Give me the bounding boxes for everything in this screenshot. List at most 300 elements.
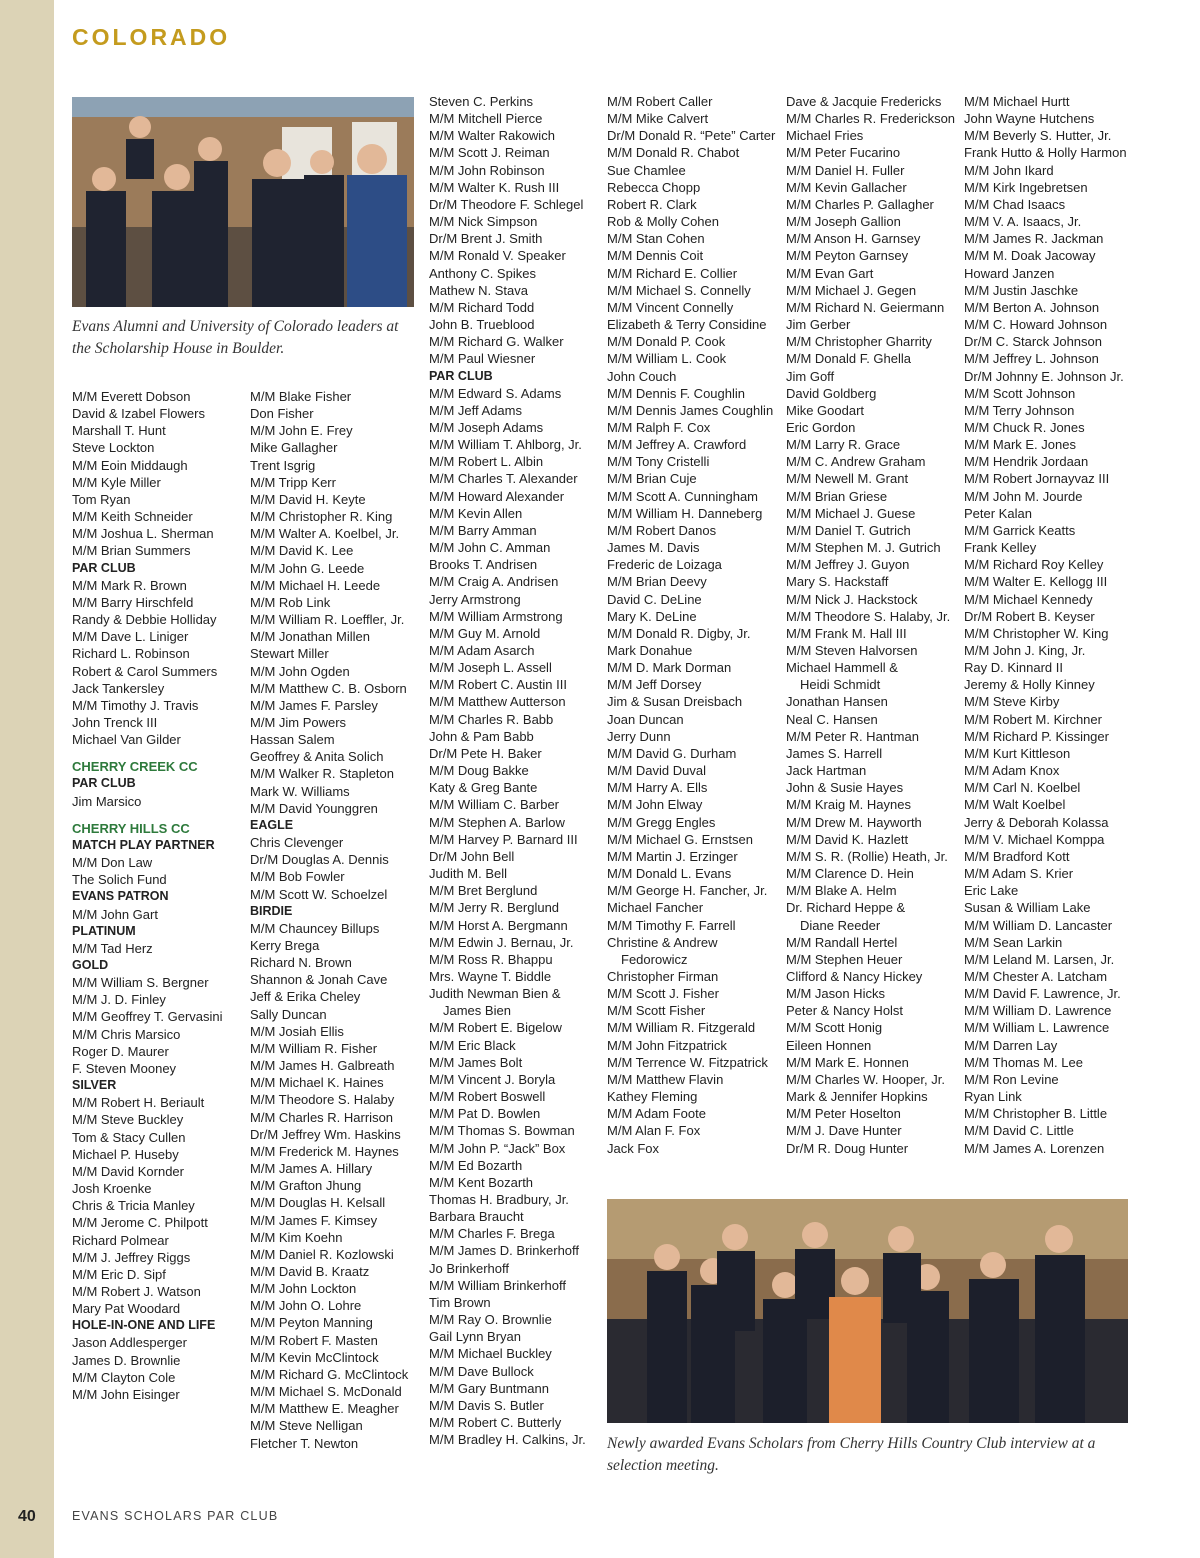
donor-name: M/M John Ogden — [250, 663, 350, 679]
donor-name: Dr/M Jeffrey Wm. Haskins — [250, 1126, 401, 1142]
donor-name: M/M Robert Jornayvaz III — [964, 471, 1110, 487]
donor-name: Kathey Fleming — [607, 1089, 698, 1105]
donor-name: M/M David G. Durham — [607, 745, 737, 761]
donor-name: M/M Joseph Adams — [429, 419, 544, 435]
donor-name: M/M Robert C. Butterly — [429, 1415, 562, 1431]
donor-name: Eric Lake — [964, 883, 1019, 899]
donor-name: M/M James F. Kimsey — [250, 1212, 378, 1228]
donor-name: M/M Charles W. Hooper, Jr. — [786, 1071, 945, 1087]
donor-name: Katy & Greg Bante — [429, 780, 538, 796]
donor-name: M/M Drew M. Hayworth — [786, 814, 922, 830]
donor-name: M/M Jeffrey J. Guyon — [786, 557, 910, 573]
donor-name: Dr/M Johnny E. Johnson Jr. — [964, 368, 1124, 384]
bottom-photo-caption: Newly awarded Evans Scholars from Cherry Hills Country Club interview at a selection meeting. — [607, 1435, 1096, 1474]
donor-name: M/M Richard Todd — [429, 299, 535, 315]
donor-name: Chris & Tricia Manley — [72, 1198, 195, 1214]
donor-name: Mike Gallagher — [250, 440, 338, 456]
donor-name: M/M David Duval — [607, 763, 706, 779]
donor-name: M/M Scott Johnson — [964, 385, 1076, 401]
donor-name: M/M Dennis James Coughlin — [607, 402, 774, 418]
donor-name: M/M John Robinson — [429, 162, 545, 178]
donor-name: M/M Adam Knox — [964, 763, 1060, 779]
donor-name: M/M Walt Koelbel — [964, 797, 1066, 813]
donor-name: Frank Hutto & Holly Harmon — [964, 145, 1127, 161]
donor-name: M/M Stan Cohen — [607, 231, 705, 247]
donor-name: M/M V. Michael Komppa — [964, 831, 1105, 847]
donor-name: M/M Bradford Kott — [964, 848, 1070, 864]
donor-name: M/M Beverly S. Hutter, Jr. — [964, 128, 1112, 144]
donor-name: Chris Clevenger — [250, 835, 344, 851]
giving-level-heading: BIRDIE — [250, 903, 293, 918]
donor-name: Mark & Jennifer Hopkins — [786, 1089, 928, 1105]
donor-name: M/M Alan F. Fox — [607, 1123, 701, 1139]
donor-name: M/M Michael Kennedy — [964, 591, 1093, 607]
donor-name: M/M Peter Hoselton — [786, 1106, 901, 1122]
donor-name: Randy & Debbie Holliday — [72, 612, 217, 628]
donor-name: John Couch — [607, 368, 677, 384]
donor-name: M/M Jason Hicks — [786, 986, 885, 1002]
donor-name: M/M Robert F. Masten — [250, 1332, 378, 1348]
donor-name: M/M James F. Parsley — [250, 697, 378, 713]
donor-name: M/M Bret Berglund — [429, 883, 538, 899]
donor-name: M/M Charles R. Frederickson — [786, 111, 956, 127]
donor-name: M/M Larry R. Grace — [786, 437, 901, 453]
donor-name: Jack Hartman — [786, 763, 867, 779]
donor-name: M/M Kevin Allen — [429, 505, 523, 521]
donor-name: Elizabeth & Terry Considine — [607, 317, 767, 333]
donor-name: M/M Dave Bullock — [429, 1363, 534, 1379]
donor-name: Michael Van Gilder — [72, 732, 181, 748]
donor-name: M/M Eric D. Sipf — [72, 1266, 166, 1282]
donor-name: Dr/M Robert B. Keyser — [964, 608, 1095, 624]
donor-name: M/M Robert L. Albin — [429, 454, 544, 470]
donor-name: M/M Hendrik Jordaan — [964, 454, 1089, 470]
donor-name: M/M Vincent Connelly — [607, 299, 734, 315]
donor-name: M/M Richard E. Collier — [607, 265, 738, 281]
donor-name: M/M Timothy J. Travis — [72, 697, 199, 713]
donor-name: M/M Jim Powers — [250, 714, 347, 730]
donor-name: M/M Daniel T. Gutrich — [786, 522, 911, 538]
donor-name: M/M James H. Galbreath — [250, 1058, 395, 1074]
donor-name: M/M John J. King, Jr. — [964, 643, 1086, 658]
donor-name: John & Susie Hayes — [786, 780, 904, 796]
donor-name: M/M John G. Leede — [250, 560, 365, 576]
donor-name: M/M Craig A. Andrisen — [429, 574, 559, 590]
donor-name: M/M William R. Fisher — [250, 1040, 378, 1056]
donor-name: M/M Richard P. Kissinger — [964, 728, 1109, 744]
donor-name: Roger D. Maurer — [72, 1043, 169, 1059]
donor-name: M/M Clayton Cole — [72, 1369, 176, 1385]
donor-name: John & Pam Babb — [429, 728, 534, 744]
donor-name: M/M Richard N. Geiermann — [786, 299, 945, 315]
donor-name: M/M Michael G. Ernstsen — [607, 831, 753, 847]
donor-name: M/M Nick J. Hackstock — [786, 591, 918, 607]
donor-name: M/M J. D. Finley — [72, 992, 166, 1008]
alumni-group-photo — [72, 97, 414, 307]
donor-name: Eileen Honnen — [786, 1037, 872, 1053]
donor-name: Dr. Richard Heppe & — [786, 900, 906, 916]
donor-name: Hassan Salem — [250, 732, 335, 748]
donor-name: M/M Charles P. Gallagher — [786, 196, 934, 212]
donor-name: M/M Joseph L. Assell — [429, 660, 552, 676]
page-margin-band — [0, 0, 54, 1558]
giving-level-heading: GOLD — [72, 958, 109, 972]
donor-name: M/M William C. Barber — [429, 797, 560, 813]
donor-name: M/M David F. Lawrence, Jr. — [964, 986, 1121, 1002]
donor-name: M/M Robert M. Kirchner — [964, 711, 1102, 727]
donor-name: M/M William H. Danneberg — [607, 505, 763, 521]
giving-level-heading: PAR CLUB — [72, 560, 136, 575]
donor-name: M/M Bob Fowler — [250, 869, 345, 885]
donor-name: M/M Mark R. Brown — [72, 577, 187, 593]
donor-name: M/M Chris Marsico — [72, 1026, 181, 1042]
donor-name: M/M Clarence D. Hein — [786, 866, 914, 882]
donor-name: M/M Walter A. Koelbel, Jr. — [250, 526, 400, 542]
donor-name: M/M Richard G. Walker — [429, 334, 564, 350]
donor-name: M/M Stephen M. J. Gutrich — [786, 540, 941, 556]
donor-name: M/M J. Dave Hunter — [786, 1123, 902, 1139]
donor-name: M/M John Lockton — [250, 1281, 357, 1297]
donor-name: Michael Fries — [786, 128, 864, 144]
donor-name: Jerry & Deborah Kolassa — [964, 814, 1109, 830]
donor-name: M/M John Gart — [72, 906, 158, 922]
donor-name: Neal C. Hansen — [786, 711, 878, 727]
donor-name: Peter & Nancy Holst — [786, 1003, 904, 1019]
donor-name: M/M Anson H. Garnsey — [786, 231, 921, 247]
donor-name: M/M Everett Dobson — [72, 389, 191, 404]
donor-name: M/M Steven Halvorsen — [786, 643, 918, 658]
donor-name: M/M Robert J. Watson — [72, 1283, 201, 1299]
donor-name: M/M Michael K. Haines — [250, 1075, 384, 1091]
donor-name: M/M Adam Foote — [607, 1106, 706, 1122]
donor-name: M/M Eoin Middaugh — [72, 457, 188, 473]
donor-name: John Trenck III — [72, 714, 158, 730]
donor-name: Jonathan Hansen — [786, 694, 888, 710]
donor-column-6 — [964, 93, 1136, 1157]
top-photo-caption: Evans Alumni and University of Colorado leaders at the Scholarship House in Boulder. — [72, 318, 399, 357]
donor-name: M/M Don Law — [72, 855, 153, 871]
donor-name: Dave & Jacquie Fredericks — [786, 94, 942, 109]
donor-name: M/M Ronald V. Speaker — [429, 248, 566, 264]
donor-name: M/M Robert Boswell — [429, 1089, 546, 1105]
donor-name: M/M Brian Summers — [72, 543, 191, 559]
donor-name: M/M Ed Bozarth — [429, 1157, 523, 1173]
donor-name: Clifford & Nancy Hickey — [786, 968, 923, 984]
donor-name: M/M Blake A. Helm — [786, 883, 897, 899]
donor-name: M/M Brian Deevy — [607, 574, 707, 590]
donor-name: M/M Howard Alexander — [429, 488, 565, 504]
giving-level-heading: EVANS PATRON — [72, 889, 169, 904]
donor-name: M/M Donald R. Digby, Jr. — [607, 625, 751, 641]
donor-name: Peter Kalan — [964, 505, 1032, 521]
donor-name: M/M C. Andrew Graham — [786, 454, 926, 470]
donor-name: M/M Jeff Adams — [429, 402, 522, 418]
donor-name: M/M Geoffrey T. Gervasini — [72, 1009, 223, 1025]
donor-name: M/M Jeffrey A. Crawford — [607, 437, 747, 453]
donor-name: M/M Gregg Engles — [607, 814, 716, 830]
donor-name: M/M Chad Isaacs — [964, 196, 1066, 212]
donor-name: M/M Darren Lay — [964, 1037, 1058, 1053]
donor-name: M/M George H. Fancher, Jr. — [607, 883, 768, 899]
donor-name: M/M James Bolt — [429, 1054, 523, 1070]
donor-name: Tom Ryan — [72, 491, 131, 507]
donor-name: Sue Chamlee — [607, 162, 686, 178]
donor-name: M/M Michael S. McDonald — [250, 1384, 402, 1400]
donor-name: M/M Leland M. Larsen, Jr. — [964, 951, 1115, 967]
club-heading: CHERRY CREEK CC — [72, 759, 198, 775]
donor-name: Tom & Stacy Cullen — [72, 1129, 186, 1145]
donor-name: M/M John P. “Jack” Box — [429, 1140, 566, 1156]
donor-column-1 — [72, 388, 244, 1403]
donor-name: M/M Horst A. Bergmann — [429, 917, 568, 933]
donor-name: M/M Adam Asarch — [429, 643, 535, 658]
donor-name: M/M Frank M. Hall III — [786, 625, 907, 641]
donor-name: Trent Isgrig — [250, 457, 316, 473]
donor-name: M/M Davis S. Butler — [429, 1397, 544, 1413]
donor-name: M/M Peter Fucarino — [786, 145, 901, 161]
donor-name: Marshall T. Hunt — [72, 423, 166, 439]
donor-name: M/M Thomas M. Lee — [964, 1054, 1083, 1070]
donor-name: M/M Harry A. Ells — [607, 780, 708, 796]
donor-name: M/M Michael Buckley — [429, 1346, 552, 1362]
donor-name: David & Izabel Flowers — [72, 406, 205, 422]
donor-name: M/M Mike Calvert — [607, 111, 709, 127]
donor-name: M/M Robert E. Bigelow — [429, 1020, 562, 1036]
donor-name: M/M Michael Hurtt — [964, 94, 1070, 109]
donor-name: Josh Kroenke — [72, 1181, 152, 1197]
donor-name: M/M Matthew Autterson — [429, 694, 566, 710]
donor-name: M/M James A. Hillary — [250, 1161, 373, 1177]
donor-name: M/M Dennis F. Coughlin — [607, 385, 745, 401]
donor-name: M/M Michael H. Leede — [250, 577, 381, 593]
donor-name: M/M Sean Larkin — [964, 934, 1063, 950]
donor-column-3 — [429, 93, 601, 1448]
donor-name: M/M Bradley H. Calkins, Jr. — [429, 1432, 586, 1448]
donor-name: M/M C. Howard Johnson — [964, 317, 1108, 333]
donor-name: Dr/M R. Doug Hunter — [786, 1140, 909, 1156]
donor-name: M/M Kevin McClintock — [250, 1349, 379, 1365]
donor-name: John B. Trueblood — [429, 317, 535, 333]
donor-name: Michael P. Huseby — [72, 1146, 179, 1162]
donor-name: M/M Tony Cristelli — [607, 454, 710, 470]
donor-name: M/M John C. Amman — [429, 540, 551, 556]
donor-name: M/M Richard G. McClintock — [250, 1366, 409, 1382]
donor-name: F. Steven Mooney — [72, 1060, 177, 1076]
donor-name: Mary Pat Woodard — [72, 1301, 181, 1317]
donor-name: M/M Nick Simpson — [429, 214, 538, 230]
donor-name: Judith M. Bell — [429, 866, 508, 882]
donor-name: M/M Chester A. Latcham — [964, 968, 1108, 984]
donor-name: M/M Joshua L. Sherman — [72, 526, 214, 542]
donor-name: M/M Michael J. Guese — [786, 505, 916, 521]
donor-name: Mike Goodart — [786, 402, 865, 418]
donor-name: Jerry Armstrong — [429, 591, 521, 607]
donor-name: M/M Richard Roy Kelley — [964, 557, 1104, 573]
giving-level-heading: SILVER — [72, 1078, 117, 1093]
donor-name: M/M Stephen A. Barlow — [429, 814, 565, 830]
donor-name: Jim Goff — [786, 368, 835, 384]
donor-name: M/M William Brinkerhoff — [429, 1277, 567, 1293]
donor-name: Steve Lockton — [72, 440, 155, 456]
donor-name: M/M Chauncey Billups — [250, 920, 380, 936]
donor-name: M/M Peyton Garnsey — [786, 248, 909, 264]
donor-name: M/M Peyton Manning — [250, 1315, 373, 1331]
donor-name: Jo Brinkerhoff — [429, 1260, 509, 1276]
donor-name: Don Fisher — [250, 406, 314, 422]
donor-name: M/M Jerry R. Berglund — [429, 900, 560, 916]
donor-name: M/M John E. Frey — [250, 423, 353, 439]
donor-name: Brooks T. Andrisen — [429, 557, 538, 573]
donor-name: M/M Ray O. Brownlie — [429, 1312, 552, 1328]
donor-name: M/M Christopher W. King — [964, 625, 1109, 641]
donor-name: Richard L. Robinson — [72, 646, 190, 662]
page-number: 40 — [18, 1508, 36, 1525]
donor-name: M/M M. Doak Jacoway — [964, 248, 1096, 264]
donor-name: Dr/M Donald R. “Pete” Carter — [607, 128, 776, 144]
donor-name: M/M Donald P. Cook — [607, 334, 726, 350]
donor-name: M/M Matthew C. B. Osborn — [250, 680, 407, 696]
donor-name: M/M Kyle Miller — [72, 474, 161, 490]
donor-name-continuation: Diane Reeder — [800, 917, 881, 933]
donor-name: M/M William Armstrong — [429, 608, 563, 624]
donor-name: M/M Edwin J. Bernau, Jr. — [429, 934, 574, 950]
donor-name: David Goldberg — [786, 385, 877, 401]
donor-name: M/M Charles R. Babb — [429, 711, 554, 727]
donor-name: Dr/M C. Starck Johnson — [964, 334, 1102, 350]
donor-column-5 — [786, 93, 958, 1157]
donor-name: M/M Theodore S. Halaby — [250, 1092, 395, 1108]
donor-name: M/M David K. Hazlett — [786, 831, 909, 847]
donor-name: Frank Kelley — [964, 540, 1037, 556]
donor-name: M/M David H. Keyte — [250, 491, 366, 507]
donor-name: M/M Dennis Coit — [607, 248, 704, 264]
donor-name: Jim Gerber — [786, 317, 851, 333]
donor-name: Judith Newman Bien & — [429, 986, 561, 1002]
donor-name: M/M John Fitzpatrick — [607, 1037, 727, 1053]
donor-name: M/M Gary Buntmann — [429, 1380, 549, 1396]
donor-name: Sally Duncan — [250, 1006, 327, 1022]
donor-name: Frederic de Loizaga — [607, 557, 722, 573]
donor-name: M/M John Ikard — [964, 162, 1054, 178]
donor-name: M/M William L. Cook — [607, 351, 727, 367]
donor-name: Michael Hammell & — [786, 660, 898, 676]
donor-name: Dr/M John Bell — [429, 848, 515, 864]
donor-name: Jeremy & Holly Kinney — [964, 677, 1095, 693]
donor-name: M/M Steve Buckley — [72, 1112, 184, 1128]
donor-name: Eric Gordon — [786, 419, 856, 435]
donor-name: Jim & Susan Dreisbach — [607, 694, 743, 710]
donor-name: Anthony C. Spikes — [429, 265, 536, 281]
donor-name: M/M Edward S. Adams — [429, 385, 562, 401]
donor-name: Tim Brown — [429, 1294, 491, 1310]
giving-level-heading: HOLE-IN-ONE AND LIFE — [72, 1318, 216, 1333]
donor-name: Ray D. Kinnard II — [964, 660, 1063, 676]
donor-name: M/M Guy M. Arnold — [429, 625, 541, 641]
donor-name: M/M David Kornder — [72, 1163, 184, 1179]
donor-name: Dr/M Douglas A. Dennis — [250, 852, 389, 868]
donor-name: M/M William D. Lawrence — [964, 1003, 1112, 1019]
donor-name: M/M V. A. Isaacs, Jr. — [964, 214, 1082, 230]
donor-name: M/M Joseph Gallion — [786, 214, 901, 230]
scholars-group-photo — [607, 1199, 1128, 1423]
donor-name: M/M Scott J. Fisher — [607, 986, 719, 1002]
donor-name: M/M Robert Danos — [607, 522, 717, 538]
donor-name: M/M William R. Fitzgerald — [607, 1020, 756, 1036]
donor-name: Dr/M Pete H. Baker — [429, 745, 542, 761]
donor-name: M/M Keith Schneider — [72, 509, 193, 525]
donor-name: John Wayne Hutchens — [964, 111, 1095, 127]
donor-name: M/M William D. Lancaster — [964, 917, 1113, 933]
donor-name: M/M Ralph F. Cox — [607, 419, 711, 435]
donor-name: M/M Brian Cuje — [607, 471, 697, 487]
donor-name: M/M Frederick M. Haynes — [250, 1143, 399, 1159]
donor-name: M/M Eric Black — [429, 1037, 516, 1053]
donor-name: M/M S. R. (Rollie) Heath, Jr. — [786, 848, 948, 864]
donor-name: Mark Donahue — [607, 643, 693, 658]
donor-name: M/M Michael J. Gegen — [786, 282, 917, 298]
donor-name: Steven C. Perkins — [429, 94, 534, 109]
donor-name: M/M Pat D. Bowlen — [429, 1106, 541, 1122]
donor-name: M/M James D. Brinkerhoff — [429, 1243, 580, 1259]
donor-name: M/M Ron Levine — [964, 1071, 1059, 1087]
donor-name: M/M Steve Nelligan — [250, 1418, 363, 1434]
donor-name: M/M Donald F. Ghella — [786, 351, 911, 367]
giving-level-heading: PAR CLUB — [72, 776, 136, 791]
donor-name: M/M J. Jeffrey Riggs — [72, 1249, 191, 1265]
donor-name: Jack Fox — [607, 1140, 660, 1156]
club-heading: CHERRY HILLS CC — [72, 820, 190, 836]
donor-name: M/M Charles T. Alexander — [429, 471, 578, 487]
donor-name: Thomas H. Bradbury, Jr. — [429, 1192, 569, 1207]
donor-name: Jim Marsico — [72, 793, 142, 809]
donor-name: M/M Matthew E. Meagher — [250, 1401, 399, 1417]
donor-name: M/M Josiah Ellis — [250, 1023, 344, 1039]
donor-name: Shannon & Jonah Cave — [250, 972, 388, 988]
donor-name: M/M Kirk Ingebretsen — [964, 179, 1088, 195]
donor-name: M/M D. Mark Dorman — [607, 660, 732, 676]
donor-name: M/M Carl N. Koelbel — [964, 780, 1081, 796]
donor-name: M/M Matthew Flavin — [607, 1071, 724, 1087]
donor-name: Dr/M Brent J. Smith — [429, 231, 543, 247]
donor-name: Mathew N. Stava — [429, 282, 528, 298]
donor-name: James S. Harrell — [786, 745, 883, 761]
donor-name: M/M Michael S. Connelly — [607, 282, 751, 298]
donor-name: M/M John M. Jourde — [964, 488, 1083, 504]
donor-name: Robert R. Clark — [607, 196, 697, 212]
donor-name: M/M William S. Bergner — [72, 975, 209, 991]
donor-name: M/M Scott A. Cunningham — [607, 488, 759, 504]
donor-name: M/M Walker R. Stapleton — [250, 766, 395, 782]
giving-level-heading: PLATINUM — [72, 923, 136, 938]
donor-name: M/M John O. Lohre — [250, 1298, 362, 1314]
donor-name: Dr/M Theodore F. Schlegel — [429, 196, 584, 212]
donor-name: M/M Donald R. Chabot — [607, 145, 740, 161]
donor-name: Rob & Molly Cohen — [607, 214, 719, 230]
state-title: COLORADO — [72, 24, 231, 50]
donor-name: M/M Scott J. Reiman — [429, 145, 550, 161]
donor-name: M/M Tad Herz — [72, 940, 153, 956]
donor-name: M/M Charles R. Harrison — [250, 1109, 394, 1125]
donor-name: Susan & William Lake — [964, 900, 1091, 916]
donor-name: M/M Terry Johnson — [964, 402, 1075, 418]
donor-name: M/M Timothy F. Farrell — [607, 917, 736, 933]
donor-name: James M. Davis — [607, 540, 700, 556]
donor-name: Barbara Braucht — [429, 1209, 524, 1225]
donor-name: M/M Garrick Keatts — [964, 522, 1076, 538]
donor-name: M/M Chuck R. Jones — [964, 419, 1085, 435]
donor-name: Jerry Dunn — [607, 728, 671, 744]
donor-name: M/M Jerome C. Philpott — [72, 1215, 208, 1231]
